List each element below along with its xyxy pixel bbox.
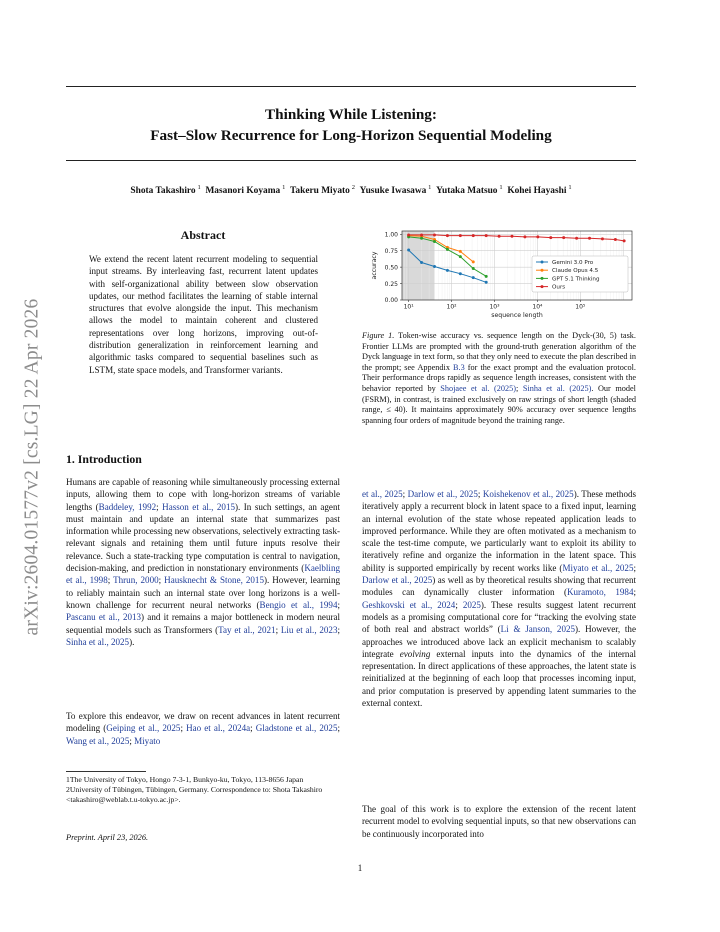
citation-link[interactable]: B.3 [453,362,465,372]
y-tick-label: 1.00 [384,231,398,239]
accuracy-chart-svg [362,226,636,330]
paragraph-text: ). These methods iteratively apply a recurrent block in latent space to a fixed input, learning an internal evolution of the state whose repeated application leads to improved performance. While they are often motivated as a mechanism to scale the test-time compute, we particularly want to exploit its ability to iteratively refine and organize the information in the latent space. This ability is supported empirically by recent works like ( [362,489,637,573]
citation-link[interactable]: Miyato [134,735,161,746]
emphasis-text: evolving [399,648,431,659]
author-name: Shota Takashiro [130,186,196,197]
legend-label: Claude Opus 4.5 [552,268,599,275]
citation-link[interactable]: Darlow et al., 2025 [407,489,478,499]
citation-link[interactable]: Gladstone et al., 2025 [255,723,338,734]
x-tick-label: 10⁵ [575,303,586,311]
citation-link[interactable]: Bengio et al., 1994 [259,599,338,610]
author-name: Masanori Koyama [205,186,281,197]
author-name: Takeru Miyato [290,186,350,197]
paragraph-text: ; [337,599,340,610]
data-point [433,240,436,243]
citation-link[interactable]: Hausknecht & Stone, 2015 [164,575,264,586]
paragraph-text: Humans are capable of reasoning while simultaneously processing external inputs, allowing them to cope with long-horizon streams of variable lengths ( [66,477,340,512]
paragraph-text: ; [633,587,636,598]
legend-swatch-marker [541,285,544,288]
citation-link[interactable]: Pascanu et al., 2013 [66,612,142,623]
paragraph-text: ). In such settings, an agent must maintain and update an internal state that summarizes past information while processing new observations, selectively extracting task-relevant signals and retaining them until future inputs resolve their relevance. Such a state-tracking type computation is central to navigation, decision-making, and prediction in nonstationary environments ( [66,501,340,574]
legend-label: GPT 5.1 Thinking [552,276,600,283]
paragraph-text: ; [477,489,483,499]
data-point [623,239,626,242]
citation-link[interactable]: Hasson et al., 2015 [162,501,235,512]
x-tick-label: 10⁴ [532,303,543,311]
citation-link[interactable]: Sinha et al. (2025) [522,383,592,393]
paragraph-text: external inputs into the dynamics of the internal representation. In direct applications of these approaches, the latent state is reinitialized at the beginning of each loop that processes incoming input, and prior computation is preserved by appending latent summaries to the external context. [362,648,636,709]
data-point [588,237,591,240]
arxiv-stamp [18,252,46,682]
data-point [407,249,410,252]
data-point [433,233,436,236]
title-bottom-rule [66,160,636,161]
citation-link[interactable]: Liu et al., 2023 [280,624,338,635]
legend-swatch-marker [541,269,544,272]
y-tick-label: 0.50 [384,264,398,272]
data-point [472,267,475,270]
data-point [446,269,449,272]
legend-swatch-marker [541,277,544,280]
author-name: Yusuke Iwasawa [359,186,427,197]
emphasis-text: Figure 1. [362,331,395,340]
paragraph-text: Token-wise accuracy vs. sequence length on the Dyck-(30, 5) task. Frontier LLMs are prompted with the ground-truth generation algorithm of the Dyck language in text form, so that they only need to execute the plan described in the prompt; see Appendix [362,331,636,372]
x-axis-label: sequence length [491,312,543,319]
legend-label: Gemini 3.0 Pro [552,260,594,266]
intro-paragraph-2 [66,710,340,747]
data-point [407,233,410,236]
citation-link[interactable]: Kaelbling et al., 1998 [66,563,340,586]
paragraph-text: ). However, learning to reliably maintain such an internal state over long horizons is a well-known challenge for recurrent neural networks ( [66,575,340,610]
author-name: Yutaka Matsuo [436,186,498,197]
data-point [601,237,604,240]
data-point [420,261,423,264]
figure-1-caption [362,331,636,426]
citation-link[interactable]: Geshkovski et al., 2024 [362,599,456,610]
author-affiliation-mark: 1 [568,184,572,191]
data-point [511,235,514,238]
paragraph-text: ; [156,501,163,512]
x-tick-label: 10² [446,303,457,311]
data-point [459,255,462,258]
data-point [485,275,488,278]
data-point [459,250,462,253]
arxiv-id: arXiv:2604.01577v2 [cs.LG] 22 Apr 2026 [21,298,42,636]
x-tick-label: 10³ [489,303,500,311]
data-point [433,265,436,268]
citation-link[interactable]: Li & Janson, 2025 [500,624,576,635]
author-affiliation-mark: 1 [282,184,286,191]
paragraph-text: ; [402,489,408,499]
paragraph-text: ; [516,383,523,393]
paragraph-text: ). However, the approaches we introduced above lack an explicit mechanism to scalably integrate [362,624,636,659]
paragraph-text: ; [633,562,636,573]
paragraph-text: ; [180,723,187,734]
y-tick-label: 0.75 [384,247,398,255]
data-point [446,248,449,251]
paragraph-text: ). These results suggest latent recurrent models as a promising computational core for “tracking the evolving state of both real and abstract worlds” ( [362,599,637,635]
citation-link[interactable]: Shojaee et al. (2025) [440,383,517,393]
citation-link[interactable]: Hao et al., 2024a [186,723,251,734]
data-point [472,260,475,263]
paragraph-text: ; [337,723,340,734]
figure-1-chart [362,226,636,330]
paragraph-text: ; [158,575,165,586]
right-paragraph-2: The goal of this work is to explore the extension of the recent latent recurrent model to evolving sequential inputs, so that new observations can be continuously incorporated into [362,804,636,839]
paragraph-text: ) as well as by theoretical results showing that recurrent modules can dynamically cluster information ( [362,575,637,598]
paragraph-text: ; [129,735,135,746]
data-point [420,233,423,236]
paragraph-text: ; [275,624,281,635]
citation-link[interactable]: Baddeley, 1992 [98,501,157,512]
data-point [420,237,423,240]
paragraph-text: ; [107,575,114,586]
author-list [66,184,636,196]
author-affiliation-mark: 1 [197,184,201,191]
citation-link[interactable]: Tay et al., 2021 [218,624,276,635]
series-line-3 [409,235,624,241]
citation-link[interactable]: Darlow et al., 2025 [362,575,433,586]
paragraph-text: To explore this endeavor, we draw on recent advances in latent recurrent modeling ( [66,711,340,734]
x-tick-label: 10¹ [403,303,414,311]
citation-link[interactable]: Miyato et al., 2025 [562,562,634,573]
data-point [549,236,552,239]
right-paragraph-1 [362,488,636,709]
data-point [614,238,617,241]
author-affiliation-mark: 2 [351,184,355,191]
author-affiliation-mark: 1 [428,184,432,191]
data-point [485,281,488,284]
legend-swatch-marker [541,261,544,264]
affiliation-footnote [66,775,340,805]
paragraph-text: ; [455,599,463,610]
abstract-heading: Abstract [180,228,226,242]
citation-link[interactable]: Kuramoto, 1984 [567,587,634,598]
paragraph-text: ; [250,723,256,734]
paragraph-text: ; [337,624,340,635]
data-point [485,234,488,237]
preprint-date: Preprint. April 23, 2026. [66,833,149,842]
paragraph-text: ) and it remains a major bottleneck in modern neural sequential models such as Transformers ( [66,612,341,635]
intro-paragraph-1 [66,476,340,648]
page-number: 1 [357,863,363,873]
data-point [575,237,578,240]
author-name: Kohei Hayashi [507,186,567,197]
paper-title [66,104,636,146]
footnote-text: 1The University of Tokyo, Hongo 7-3-1, Bunkyo-ku, Tokyo, 113-8656 Japan 2University of Tübingen, Tübingen, Germany. Correspondence to: Shota Takashiro <takashiro@weblab.t.u-tokyo.ac.jp>. [66,775,323,804]
data-point [459,234,462,237]
author-affiliation-mark: 1 [499,184,503,191]
title-line-1: Thinking While Listening: [265,106,437,123]
y-axis-label: accuracy [371,251,378,280]
citation-link[interactable]: Koishekenov et al., 2025 [482,489,574,499]
title-line-2: Fast–Slow Recurrence for Long-Horizon Sequential Modeling [150,127,552,144]
citation-link[interactable]: Thrun, 2000 [113,575,159,586]
data-point [472,276,475,279]
legend-label: Ours [552,284,566,291]
citation-link[interactable]: et al., 2025 [362,489,403,499]
y-tick-label: 0.00 [384,297,398,305]
data-point [536,235,539,238]
footnote-divider [66,771,146,772]
paragraph-text: for the exact prompt and the evaluation protocol. Their performance drops rapidly as sequence length increases, consistent with the behavior reported by [362,362,636,393]
citation-link[interactable]: 2025 [462,599,481,610]
data-point [523,235,526,238]
data-point [459,272,462,275]
data-point [446,234,449,237]
top-rule [66,86,636,87]
data-point [562,236,565,239]
paragraph-text: . Our model (FSRM), in contrast, is trained exclusively on raw strings of short length (shaded range, ≤ 40). It maintains approximately 90% accuracy over sequence lengths spanning four orders of magnitude beyond the training range. [362,383,636,425]
abstract-text: We extend the recent latent recurrent modeling to sequential input streams. By interleaving fast, recurrent latent updates with self-organizational ability between slow observation updates, our method facilitates the learning of stable internal structures that evolve alongside the input. This mechanism allows the model to maintain coherent and clustered representations over long horizons, improving out-of-distribution generalization in reinforcement learning and algorithmic tasks compared to sequential baselines such as LSTM, state space models, and Transformer variants. [89,254,318,375]
data-point [472,234,475,237]
citation-link[interactable]: Wang et al., 2025 [66,735,130,746]
intro-heading: 1. Introduction [66,452,142,466]
citation-link[interactable]: Geiping et al., 2025 [106,723,181,734]
y-tick-label: 0.25 [384,280,398,288]
citation-link[interactable]: Sinha et al., 2025 [66,636,130,647]
paragraph-text: ). [129,636,135,647]
data-point [498,235,501,238]
